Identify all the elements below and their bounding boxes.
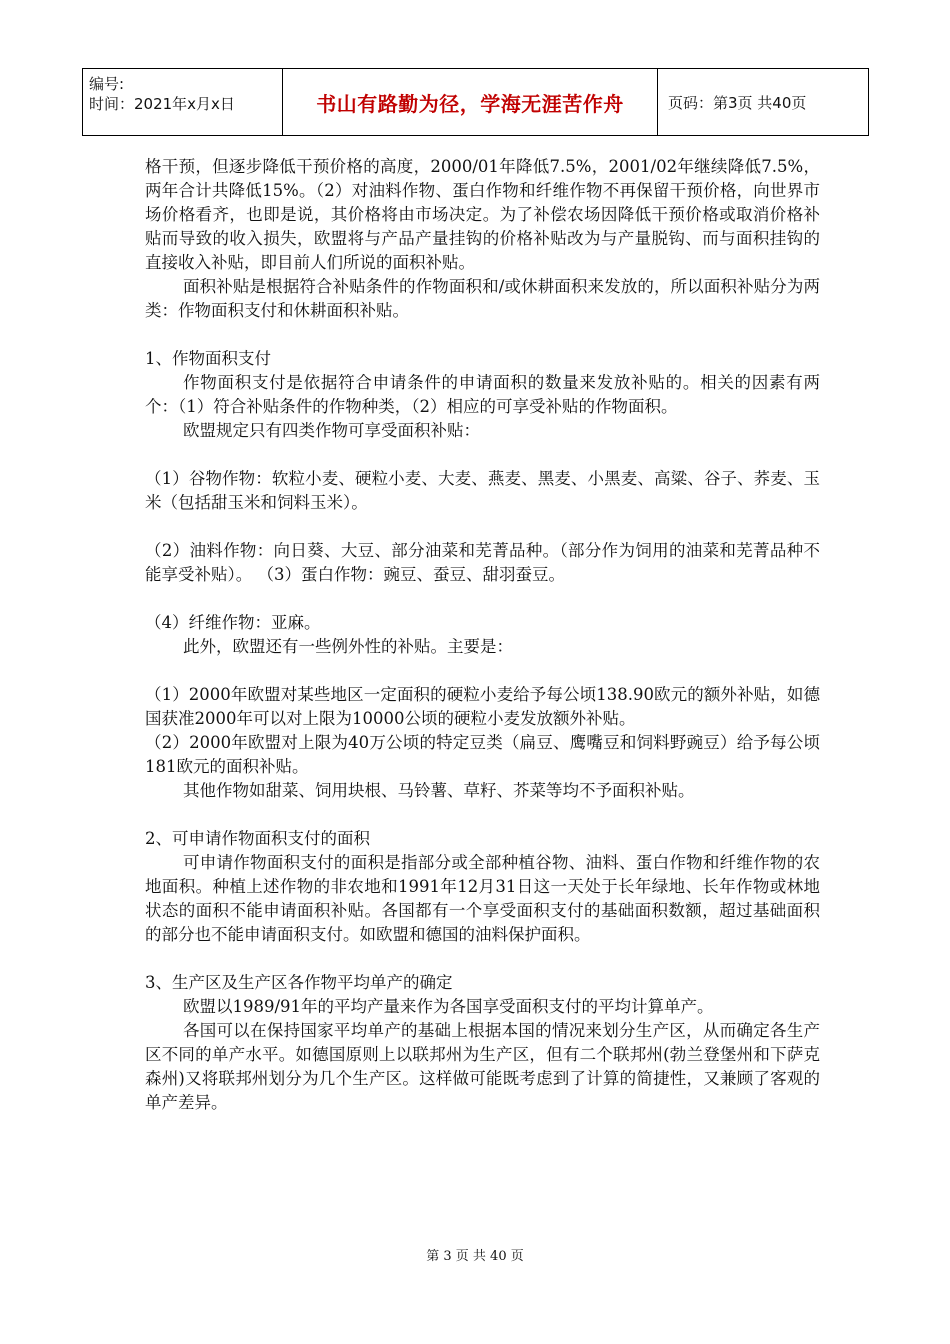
paragraph: （2）2000年欧盟对上限为40万公顷的特定豆类（扁豆、鹰嘴豆和饲料野豌豆）给予每公顷181欧元的面积补贴。 — [145, 733, 820, 776]
page-header — [82, 68, 869, 136]
paragraph-gap — [145, 803, 820, 827]
paragraph: 3、生产区及生产区各作物平均单产的确定 — [145, 973, 453, 992]
paragraph-gap — [145, 659, 820, 683]
paragraph: 各国可以在保持国家平均单产的基础上根据本国的情况来划分生产区，从而确定各生产区不同的单产水平。如德国原则上以联邦州为生产区，但有二个联邦州(勃兰登堡州和下萨克森州)又将联邦州划分为几个生产区。这样做可能既考虑到了计算的简捷性，又兼顾了客观的单产差异。 — [145, 1021, 820, 1112]
paragraph-gap — [145, 587, 820, 611]
paragraph: 可申请作物面积支付的面积是指部分或全部种植谷物、油料、蛋白作物和纤维作物的农地面积。种植上述作物的非农地和1991年12月31日这一天处于长年绿地、长年作物或林地状态的面积不能申请面积补贴。各国都有一个享受面积支付的基础面积数额，超过基础面积的部分也不能申请面积支付。如欧盟和德国的油料保护面积。 — [145, 853, 820, 944]
paragraph: 2、可申请作物面积支付的面积 — [145, 829, 370, 848]
header-page-info: 页码：第3页 共40页 — [668, 93, 807, 112]
document-date: 时间：2021年x月x日 — [89, 95, 235, 113]
page-footer: 第 3 页 共 40 页 — [426, 1249, 524, 1264]
document-body — [145, 155, 820, 1115]
document-number-label: 编号: — [89, 75, 125, 93]
paragraph: 欧盟以1989/91年的平均产量来作为各国享受面积支付的平均计算单产。 — [183, 997, 714, 1016]
paragraph: （2）油料作物：向日葵、大豆、部分油菜和芜菁品种。（部分作为饲用的油菜和芜菁品种不能享受补贴）。 （3）蛋白作物：豌豆、蚕豆、甜羽蚕豆。 — [145, 541, 820, 584]
paragraph: （1）谷物作物：软粒小麦、硬粒小麦、大麦、燕麦、黑麦、小黑麦、高粱、谷子、荞麦、玉米（包括甜玉米和饲料玉米）。 — [145, 469, 820, 512]
paragraph: （4）纤维作物：亚麻。 — [145, 613, 321, 632]
paragraph: （1）2000年欧盟对某些地区一定面积的硬粒小麦给予每公顷138.90欧元的额外补贴，如德国获准2000年可以对上限为10000公顷的硬粒小麦发放额外补贴。 — [145, 685, 820, 728]
paragraph: 此外，欧盟还有一些例外性的补贴。主要是： — [183, 637, 513, 656]
header-meta — [83, 69, 283, 135]
paragraph-gap — [145, 515, 820, 539]
paragraph: 其他作物如甜菜、饲用块根、马铃薯、草籽、芥菜等均不予面积补贴。 — [183, 781, 695, 800]
paragraph: 1、作物面积支付 — [145, 349, 271, 368]
paragraph-gap — [145, 947, 820, 971]
paragraph: 格干预，但逐步降低干预价格的高度，2000/01年降低7.5%，2001/02年继续降低7.5%，两年合计共降低15%。（2）对油料作物、蛋白作物和纤维作物不再保留干预价格，向世界市场价格看齐，也即是说，其价格将由市场决定。为了补偿农场因降低干预价格或取消价格补贴而导致的收入损失，欧盟将与产品产量挂钩的价格补贴改为与产量脱钩、而与面积挂钩的直接收入补贴，即目前人们所说的面积补贴。 — [145, 157, 820, 272]
paragraph: 面积补贴是根据符合补贴条件的作物面积和/或休耕面积来发放的，所以面积补贴分为两类：作物面积支付和休耕面积补贴。 — [145, 277, 820, 320]
paragraph-gap — [145, 443, 820, 467]
header-motto-cell — [283, 69, 658, 135]
header-motto: 书山有路勤为径，学海无涯苦作舟 — [316, 91, 624, 116]
paragraph: 欧盟规定只有四类作物可享受面积补贴： — [183, 421, 480, 440]
paragraph-gap — [145, 323, 820, 347]
paragraph: 作物面积支付是依据符合申请条件的申请面积的数量来发放补贴的。相关的因素有两个：（1）符合补贴条件的作物种类，（2）相应的可享受补贴的作物面积。 — [145, 373, 820, 416]
